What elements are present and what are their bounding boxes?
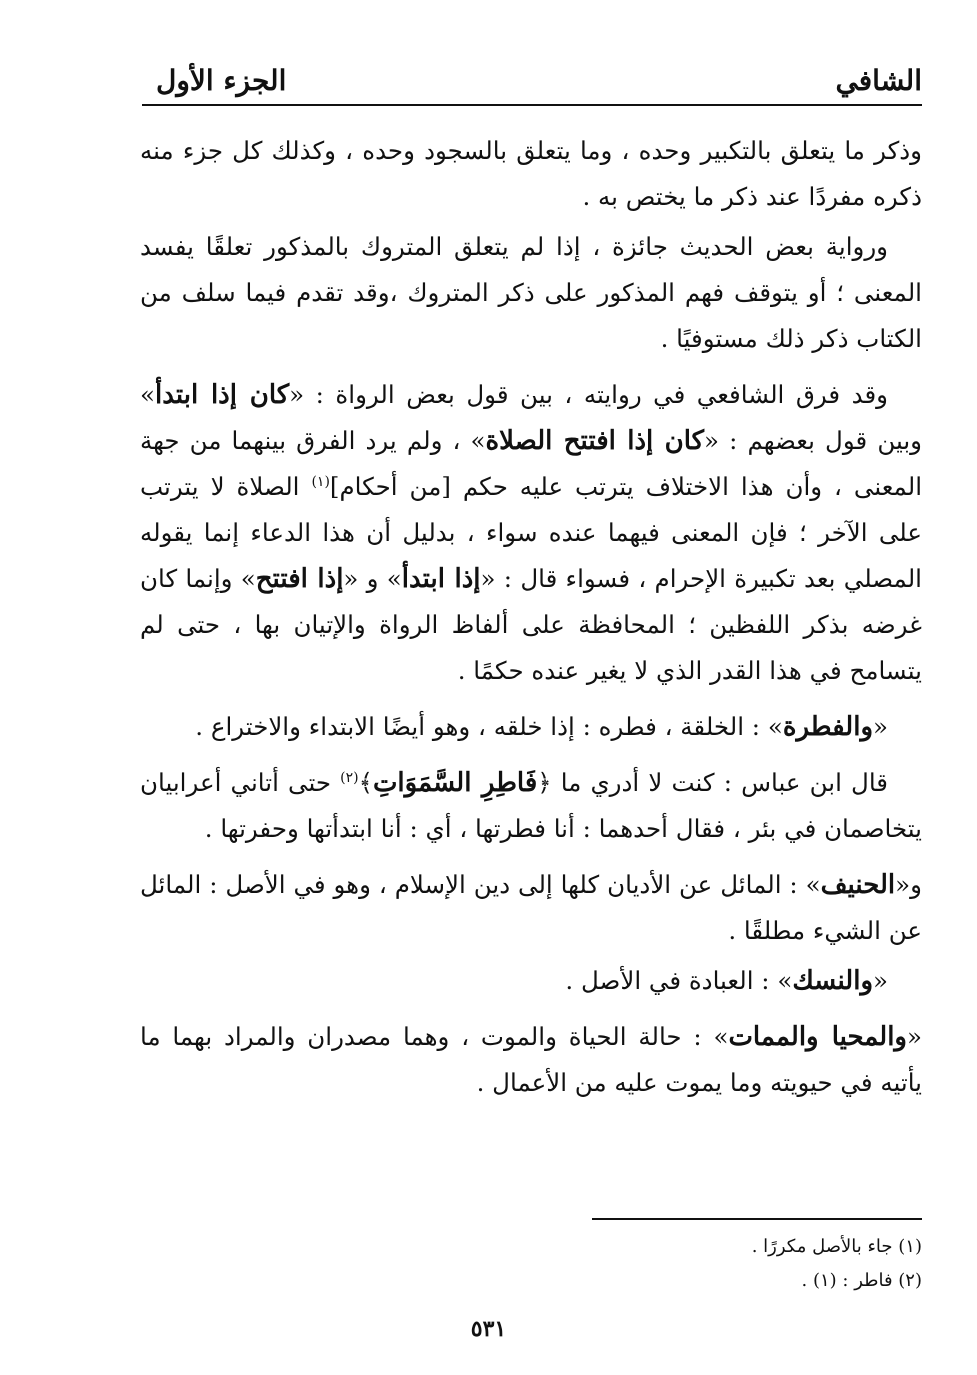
p3-text-5: » و « (343, 564, 402, 593)
p3-text-6: » وإنما كان غرضه بذكر اللفظين ؛ المحافظة على ألفاظ الرواة والإتيان بها ، حتى لم يتسامح في هذا القدر الذي لا يغير عنده حكمًا . (140, 564, 922, 685)
page-number: ٥٣١ (470, 1316, 507, 1342)
p3-text-4: الصلاة لا يترتب على الآخر ؛ فإن المعنى فيهما عنده سواء ، بدليل أن هذا الدعاء إنما يقوله المصلي بعد تكبيرة الإحرام ، فسواء قال : « (140, 472, 922, 593)
p6-text: » : المائل عن الأديان كلها إلى دين الإسلام ، وهو في الأصل : المائل عن الشيء مطلقًا . (140, 870, 922, 945)
p7-text: » : العبادة في الأصل . (565, 966, 793, 995)
p8-open: « (907, 1022, 922, 1051)
footnote-separator (592, 1218, 922, 1220)
paragraph-5 (140, 760, 922, 852)
p3-text-3: » ، ولم يرد الفرق بينهما من جهة المعنى ، وأن هذا الاختلاف يترتب عليه حكم [من أحكام] (140, 426, 922, 501)
p3-quote-3: إذا ابتدأ (401, 564, 481, 594)
footnote-1: (١) جاء بالأصل مكررًا . (751, 1236, 922, 1257)
p5-text-2: ﴾ (358, 768, 373, 797)
p3-quote-1: كان إذا ابتدأ (155, 380, 290, 410)
p3-quote-2: كان إذا افتتح الصلاة (485, 426, 705, 456)
paragraph-3 (140, 372, 922, 694)
footnotes (422, 1230, 922, 1298)
footnote-ref-2[interactable]: (٢) (340, 769, 359, 786)
p3-quote-4: إذا افتتح (255, 564, 344, 594)
p7-open: « (873, 966, 888, 995)
p4-text: » : الخلقة ، فطره : إذا خلقه ، وهو أيضًا الابتداء والاختراع . (195, 712, 783, 741)
paragraph-4 (140, 704, 922, 750)
term-hanif: الحنيف (820, 870, 896, 900)
term-mahya-mamat: والمحيا والممات (728, 1022, 907, 1052)
p3-text-2: » وبين قول بعضهم : « (140, 380, 923, 455)
p3-text-1: وقد فرق الشافعي في روايته ، بين قول بعض الرواة : « (289, 380, 889, 409)
p4-open: « (873, 712, 888, 741)
footnote-ref-1[interactable]: (١) (311, 473, 330, 490)
paragraph-6 (140, 862, 922, 954)
term-fitra: والفطرة (782, 712, 873, 742)
paragraph-7 (140, 958, 922, 1004)
paragraph-1: وذكر ما يتعلق بالتكبير وحده ، وما يتعلق بالسجود وحده ، وكذلك كل جزء منه ذكره مفردًا عند ذكر ما يختص به . (140, 136, 922, 211)
paragraph-8 (140, 1014, 922, 1106)
quran-quote: فَاطِرِ السَّمَوَاتِ (372, 768, 538, 798)
main-text (140, 128, 922, 1110)
footnote-2: (٢) فاطر : (١) . (801, 1270, 922, 1291)
term-nusuk: والنسك (792, 966, 873, 996)
header-book-title: الشافي (835, 64, 922, 97)
p5-text-1: قال ابن عباس : كنت لا أدري ما ﴿ (537, 768, 888, 797)
paragraph-2: ورواية بعض الحديث جائزة ، إذا لم يتعلق المتروك بالمذكور تعلقًا يفسد المعنى ؛ أو يتوقف فهم المذكور على ذكر المتروك ،وقد تقدم فيما سلف من الكتاب ذكر ذلك مستوفيًا . (140, 232, 922, 353)
running-header (142, 58, 922, 106)
p8-text: » : حالة الحياة والموت ، وهما مصدران والمراد بهما ما يأتيه في حيويته وما يموت عليه من الأعمال . (140, 1022, 922, 1097)
header-volume-title: الجزء الأول (156, 64, 287, 97)
p5-text-3: حتى أتاني أعرابيان يتخاصمان في بئر ، فقال أحدهما : أنا فطرتها ، أي : أنا ابتدأتها وحفرتها . (140, 768, 922, 843)
p6-open: و« (895, 870, 922, 899)
